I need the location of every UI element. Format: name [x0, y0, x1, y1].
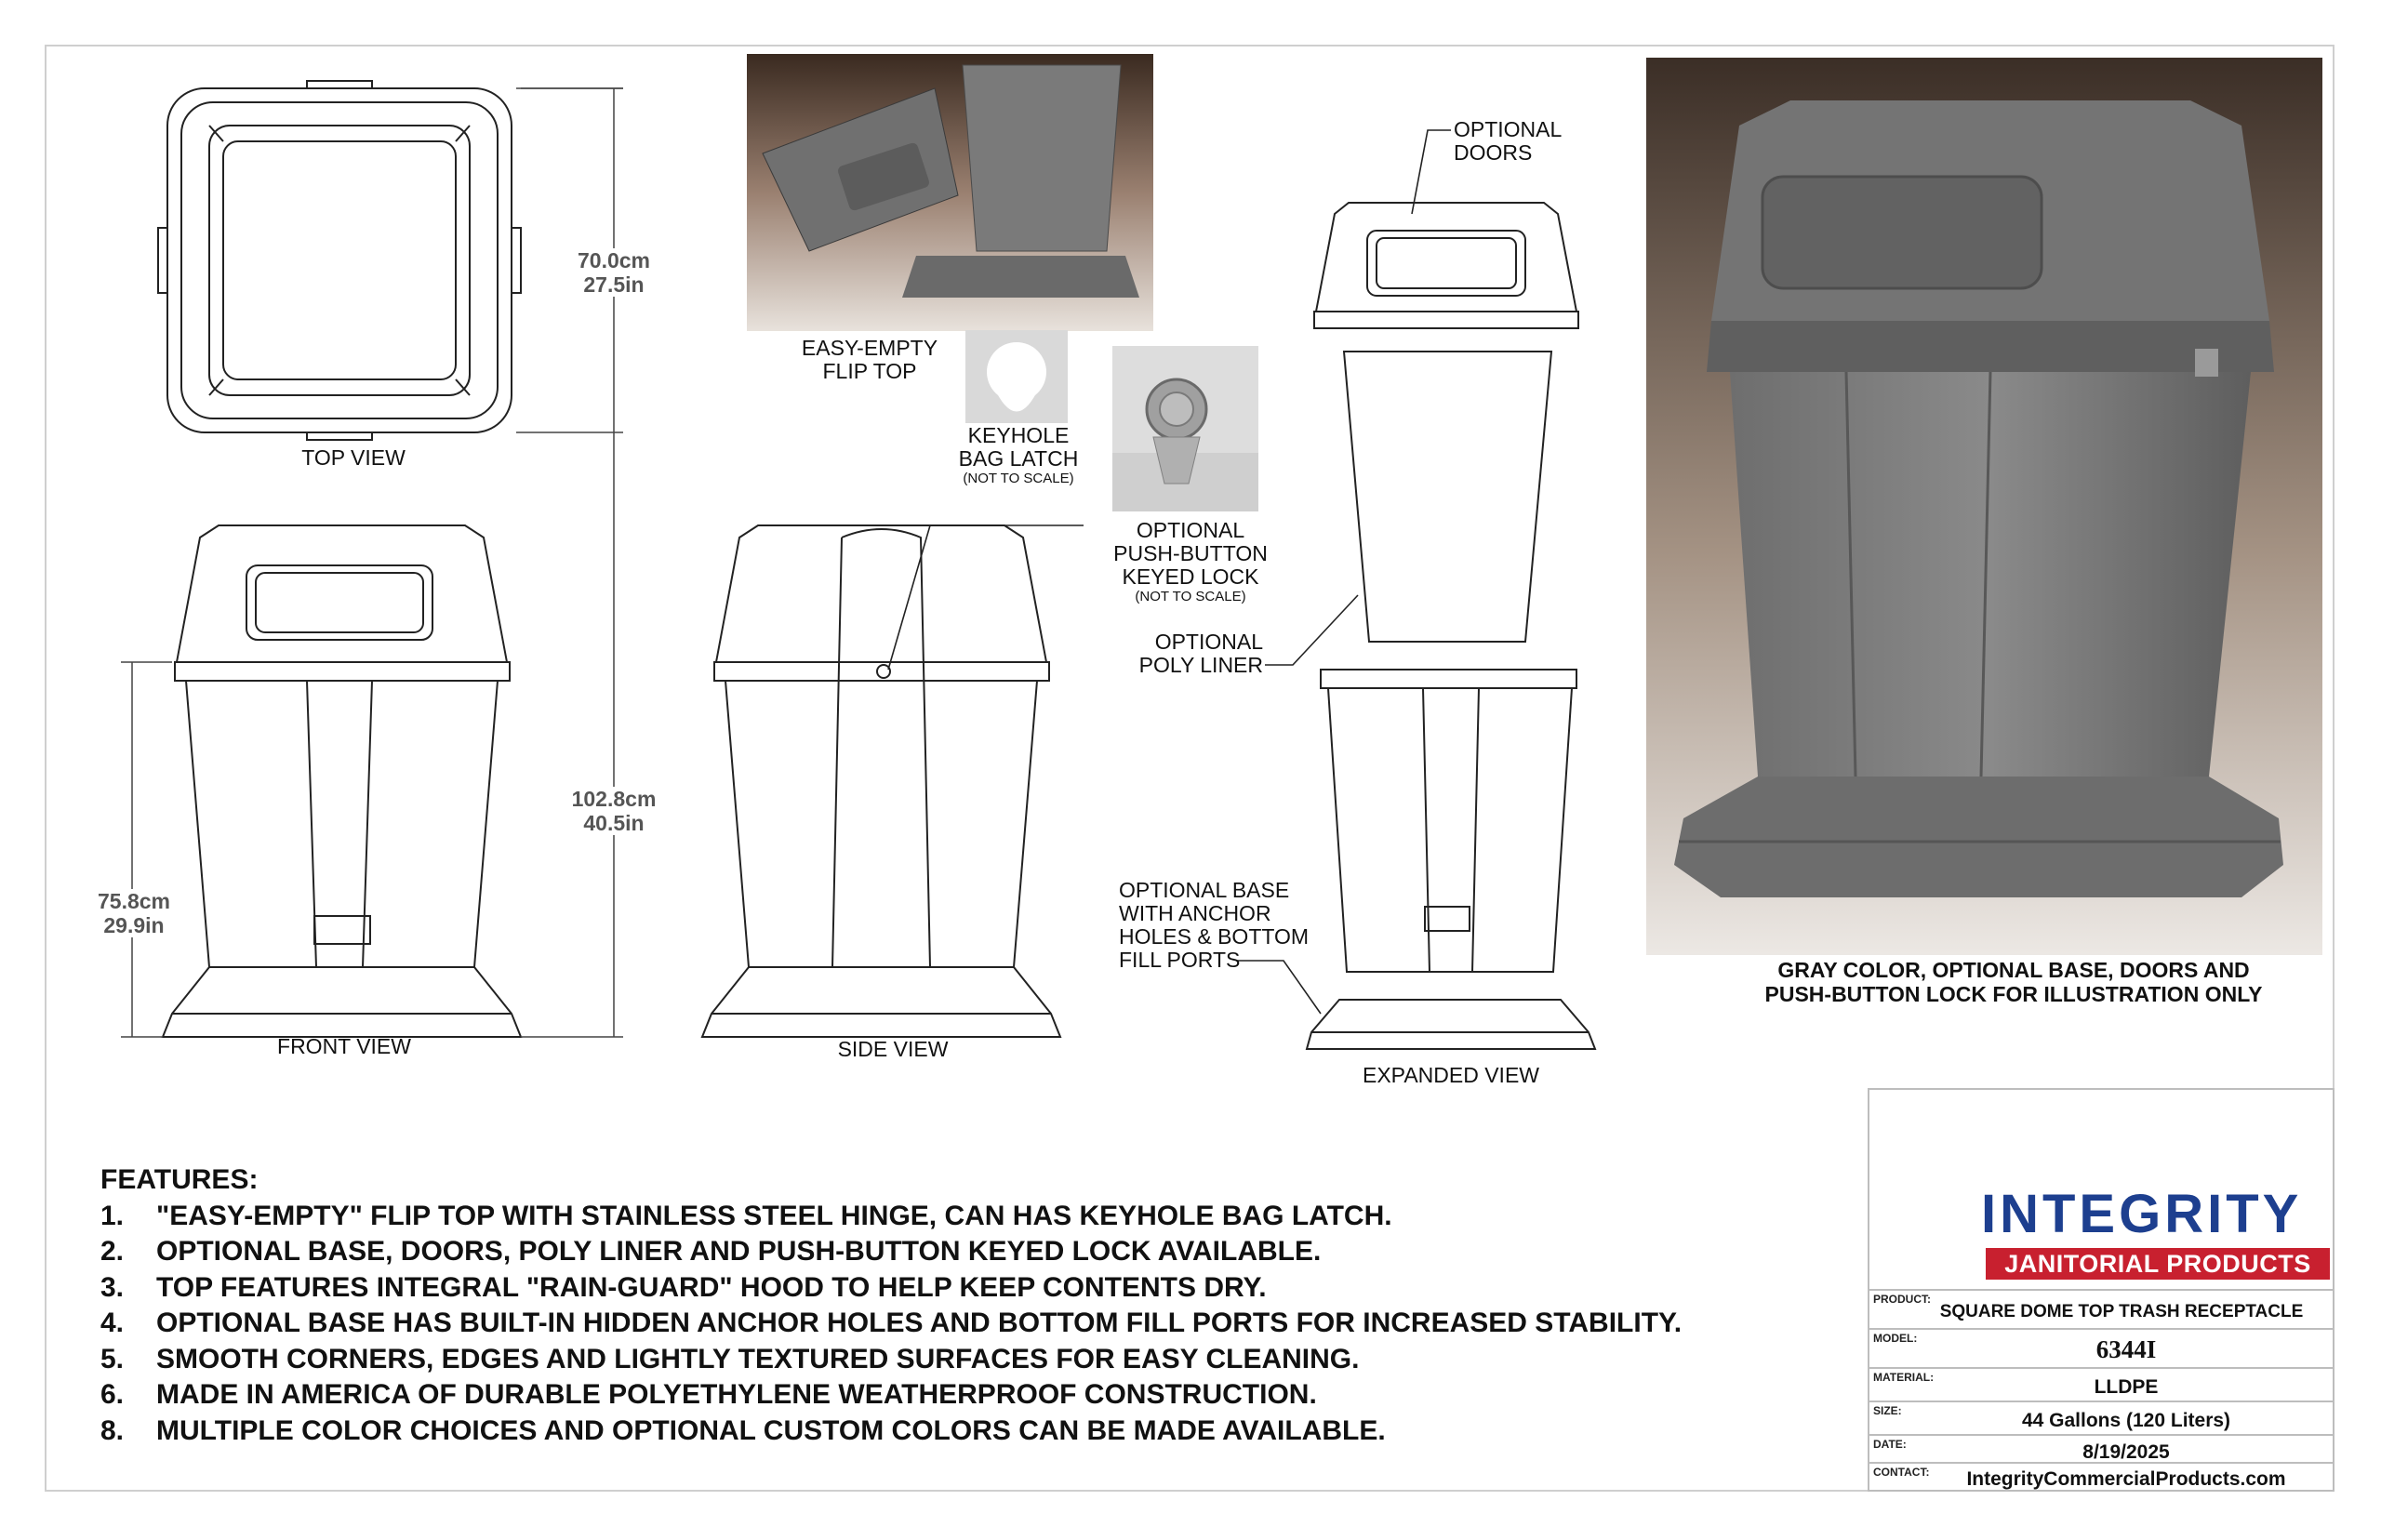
photo-caption-line2: PUSH-BUTTON LOCK FOR ILLUSTRATION ONLY	[1764, 982, 2263, 1006]
callout-doors-line2: DOORS	[1454, 140, 1533, 165]
callout-base-line2: WITH ANCHOR	[1119, 901, 1271, 925]
feature-text: SMOOTH CORNERS, EDGES AND LIGHTLY TEXTURED SURFACES FOR EASY CLEANING.	[156, 1343, 1360, 1374]
callout-keyhole-note: (NOT TO SCALE)	[963, 471, 1074, 486]
callout-base-line4: FILL PORTS	[1119, 948, 1241, 972]
callout-pushbutton-note: (NOT TO SCALE)	[1135, 589, 1246, 604]
feature-number: 1.	[100, 1200, 125, 1231]
callout-liner-line1: OPTIONAL	[1154, 630, 1263, 654]
feature-text: OPTIONAL BASE, DOORS, POLY LINER AND PUSH-BUTTON KEYED LOCK AVAILABLE.	[156, 1236, 1322, 1267]
dimension-width-in: 27.5in	[583, 272, 645, 297]
callout-pushbutton-lock	[1097, 519, 1284, 604]
title-row-contact	[1869, 1462, 2333, 1490]
side-view-label: SIDE VIEW	[837, 1037, 949, 1061]
feature-item	[100, 1234, 1821, 1270]
feature-text: TOP FEATURES INTEGRAL "RAIN-GUARD" HOOD TO HELP KEEP CONTENTS DRY.	[156, 1271, 1267, 1303]
feature-number: 4.	[100, 1308, 125, 1338]
dimension-body-height	[78, 889, 190, 937]
features-list	[100, 1162, 1821, 1449]
flip-top-photo	[747, 54, 1153, 331]
callout-pushbutton-line1: OPTIONAL	[1136, 518, 1245, 542]
callout-base-line3: HOLES & BOTTOM	[1119, 924, 1310, 949]
title-key-size: SIZE:	[1873, 1404, 1902, 1417]
dimension-line-heights	[121, 88, 623, 1037]
keyhole-latch-graphic	[965, 330, 1068, 423]
feature-number: 6.	[100, 1379, 125, 1410]
title-value-date: 8/19/2025	[2082, 1441, 2170, 1463]
title-key-date: DATE:	[1873, 1438, 1907, 1451]
title-row-size	[1869, 1401, 2333, 1434]
feature-number: 8.	[100, 1414, 125, 1446]
feature-item	[100, 1342, 1821, 1378]
brand-tagline: JANITORIAL PRODUCTS	[1986, 1248, 2330, 1280]
front-view-drawing	[163, 525, 521, 1037]
expanded-view-drawing	[1307, 203, 1595, 1049]
title-value-product: SQUARE DOME TOP TRASH RECEPTACLE	[1939, 1302, 2304, 1321]
title-block	[1868, 1088, 2334, 1492]
callout-easy-empty	[791, 337, 949, 383]
feature-item	[100, 1306, 1821, 1342]
side-view-drawing	[702, 525, 1060, 1037]
feature-text: "EASY-EMPTY" FLIP TOP WITH STAINLESS STEEL HINGE, CAN HAS KEYHOLE BAG LATCH.	[156, 1200, 1392, 1231]
feature-number: 5.	[100, 1343, 125, 1374]
title-value-size: 44 Gallons (120 Liters)	[2021, 1410, 2231, 1431]
title-value-model: 6344I	[2095, 1335, 2157, 1363]
features-heading: FEATURES:	[100, 1164, 259, 1195]
title-value-material: LLDPE	[2094, 1376, 2159, 1398]
title-key-model: MODEL:	[1873, 1332, 1918, 1345]
callout-base-line1: OPTIONAL BASE	[1119, 878, 1290, 902]
callout-liner-line2: POLY LINER	[1138, 653, 1263, 677]
callout-keyhole-line1: KEYHOLE	[967, 423, 1070, 447]
top-view-drawing	[158, 81, 521, 440]
feature-number: 3.	[100, 1271, 125, 1303]
feature-item	[100, 1414, 1821, 1450]
title-key-material: MATERIAL:	[1873, 1371, 1935, 1384]
pushbutton-lock-photo	[1112, 346, 1258, 511]
dimension-height	[553, 787, 674, 835]
top-view-label: TOP VIEW	[301, 445, 406, 470]
callout-optional-doors	[1454, 118, 1562, 165]
title-key-contact: CONTACT:	[1873, 1466, 1930, 1479]
title-value-contact: IntegrityCommercialProducts.com	[1966, 1468, 2286, 1490]
front-view-label: FRONT VIEW	[277, 1034, 411, 1058]
photo-caption-line1: GRAY COLOR, OPTIONAL BASE, DOORS AND	[1777, 958, 2250, 982]
callout-keyhole	[949, 424, 1088, 486]
feature-text: MULTIPLE COLOR CHOICES AND OPTIONAL CUSTOM COLORS CAN BE MADE AVAILABLE.	[156, 1414, 1386, 1446]
feature-number: 2.	[100, 1236, 125, 1267]
feature-item	[100, 1270, 1821, 1307]
callout-doors-line1: OPTIONAL	[1454, 117, 1563, 141]
photo-caption	[1646, 958, 2381, 1006]
callout-keyhole-line2: BAG LATCH	[958, 446, 1079, 471]
feature-text: OPTIONAL BASE HAS BUILT-IN HIDDEN ANCHOR HOLES AND BOTTOM FILL PORTS FOR INCREASED STABILITY.	[156, 1308, 1683, 1338]
feature-text: MADE IN AMERICA OF DURABLE POLYETHYLENE WEATHERPROOF CONSTRUCTION.	[156, 1379, 1317, 1410]
callout-poly-liner	[1133, 631, 1263, 677]
title-row-material	[1869, 1367, 2333, 1401]
title-row-date	[1869, 1434, 2333, 1462]
callout-pushbutton-line3: KEYED LOCK	[1122, 564, 1259, 589]
dimension-height-cm: 102.8cm	[571, 787, 657, 811]
title-key-product: PRODUCT:	[1873, 1293, 1931, 1306]
dimension-width	[558, 248, 670, 297]
feature-item	[100, 1377, 1821, 1414]
callout-easy-empty-line2: FLIP TOP	[822, 359, 917, 383]
expanded-view-label: EXPANDED VIEW	[1363, 1063, 1539, 1087]
feature-item	[100, 1199, 1821, 1235]
callout-easy-empty-line1: EASY-EMPTY	[801, 336, 938, 360]
title-row-product	[1869, 1289, 2333, 1328]
callout-pushbutton-line2: PUSH-BUTTON	[1113, 541, 1268, 565]
dimension-body-in: 29.9in	[103, 913, 165, 937]
dimension-height-in: 40.5in	[583, 811, 645, 835]
callout-optional-base	[1119, 879, 1309, 972]
brand-name: INTEGRITY	[1981, 1184, 2303, 1244]
title-row-model	[1869, 1328, 2333, 1367]
dimension-width-cm: 70.0cm	[577, 248, 650, 272]
product-render-photo	[1646, 58, 2322, 955]
dimension-body-cm: 75.8cm	[97, 889, 170, 913]
